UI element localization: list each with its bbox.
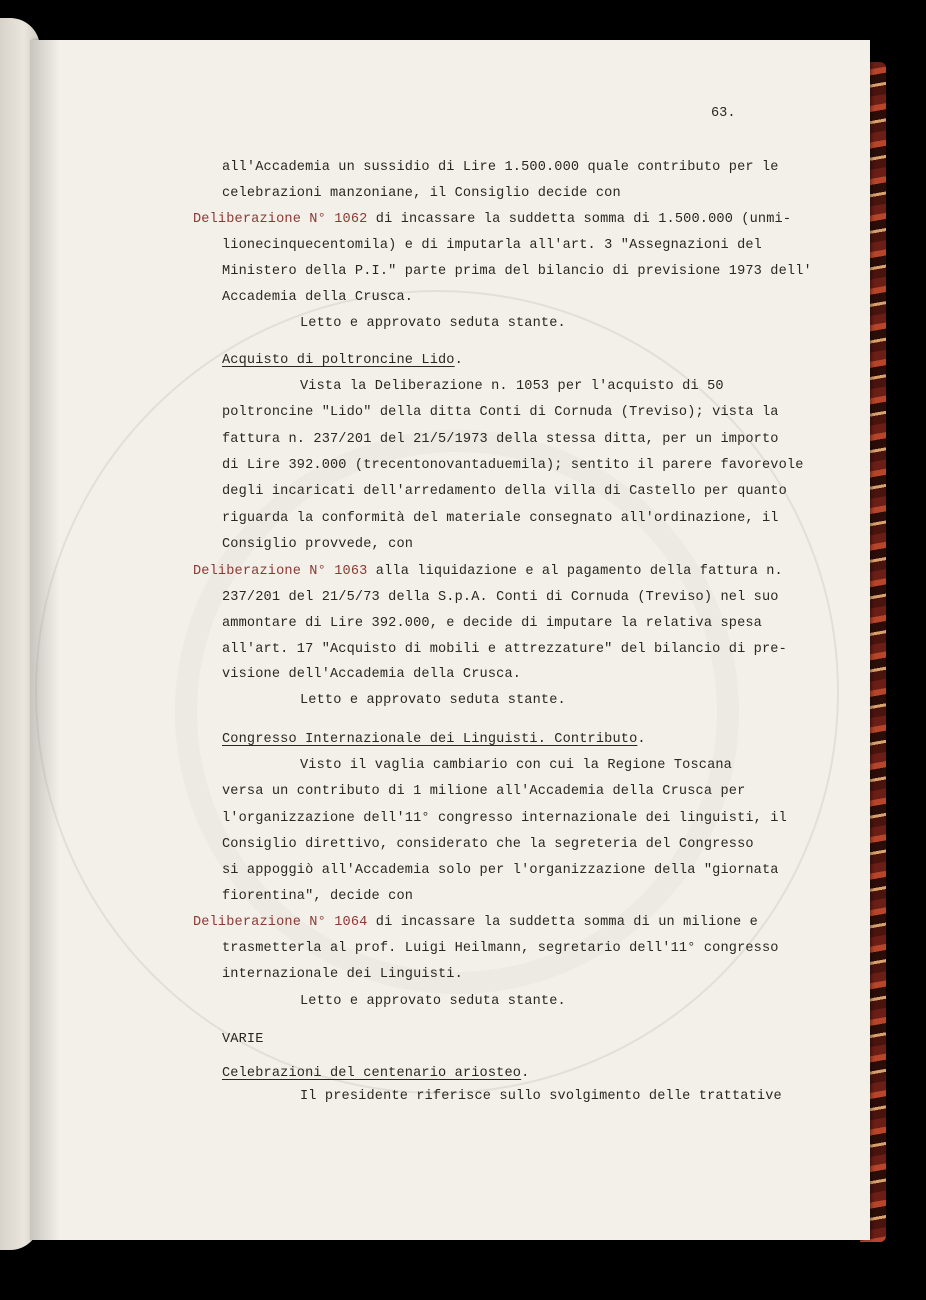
deliberation-ref: Deliberazione N° 1064: [193, 915, 368, 930]
text-line: Visto il vaglia cambiario con cui la Regione Toscana: [300, 758, 732, 773]
section-heading: Celebrazioni del centenario ariosteo.: [222, 1066, 530, 1081]
deliberation-ref: Deliberazione N° 1062: [193, 212, 368, 227]
text-line: si appoggiò all'Accademia solo per l'organizzazione della "giornata: [222, 863, 779, 878]
text-line: Accademia della Crusca.: [222, 290, 414, 305]
page-number: 63.: [711, 106, 736, 121]
deliberation-line: Deliberazione N° 1063 alla liquidazione e al pagamento della fattura n.: [193, 564, 783, 579]
approval-line: Letto e approvato seduta stante.: [300, 693, 566, 708]
text-line: trasmetterla al prof. Luigi Heilmann, segretario dell'11° congresso: [222, 941, 779, 956]
deliberation-ref: Deliberazione N° 1063: [193, 564, 368, 579]
text-line: ammontare di Lire 392.000, e decide di imputare la relativa spesa: [222, 616, 762, 631]
text-line: all'art. 17 "Acquisto di mobili e attrezzature" del bilancio di pre-: [222, 642, 787, 657]
text-line: 237/201 del 21/5/73 della S.p.A. Conti di Cornuda (Treviso) nel suo: [222, 590, 779, 605]
text-line: Consiglio direttivo, considerato che la segreteria del Congresso: [222, 837, 754, 852]
text-line: Consiglio provvede, con: [222, 537, 414, 552]
deliberation-line: Deliberazione N° 1064 di incassare la suddetta somma di un milione e: [193, 915, 758, 930]
text-line: di Lire 392.000 (trecentonovantaduemila); sentito il parere favorevole: [222, 458, 804, 473]
text-line: riguarda la conformità del materiale consegnato all'ordinazione, il: [222, 511, 779, 526]
text-line: lionecinquecentomila) e di imputarla all'art. 3 "Assegnazioni del: [222, 238, 762, 253]
text-line: poltroncine "Lido" della ditta Conti di Cornuda (Treviso); vista la: [222, 405, 779, 420]
section-label: VARIE: [222, 1032, 264, 1047]
text-line: celebrazioni manzoniane, il Consiglio decide con: [222, 186, 621, 201]
section-heading: Congresso Internazionale dei Linguisti. Contributo.: [222, 732, 646, 747]
text-line: degli incaricati dell'arredamento della villa di Castello per quanto: [222, 484, 787, 499]
text-line: Ministero della P.I." parte prima del bilancio di previsione 1973 dell': [222, 264, 812, 279]
text-line: l'organizzazione dell'11° congresso internazionale dei linguisti, il: [222, 811, 787, 826]
text-line: Vista la Deliberazione n. 1053 per l'acquisto di 50: [300, 379, 724, 394]
approval-line: Letto e approvato seduta stante.: [300, 994, 566, 1009]
text-line: visione dell'Accademia della Crusca.: [222, 667, 522, 682]
text-line: versa un contributo di 1 milione all'Accademia della Crusca per: [222, 784, 746, 799]
text-line: fattura n. 237/201 del 21/5/1973 della stessa ditta, per un importo: [222, 432, 779, 447]
text-line: internazionale dei Linguisti.: [222, 967, 463, 982]
text-line: fiorentina", decide con: [222, 889, 414, 904]
deliberation-line: Deliberazione N° 1062 di incassare la suddetta somma di 1.500.000 (unmi-: [193, 212, 792, 227]
text-line: all'Accademia un sussidio di Lire 1.500.000 quale contributo per le: [222, 160, 779, 175]
text-line: Il presidente riferisce sullo svolgimento delle trattative: [300, 1089, 782, 1104]
approval-line: Letto e approvato seduta stante.: [300, 316, 566, 331]
section-heading: Acquisto di poltroncine Lido.: [222, 353, 463, 368]
